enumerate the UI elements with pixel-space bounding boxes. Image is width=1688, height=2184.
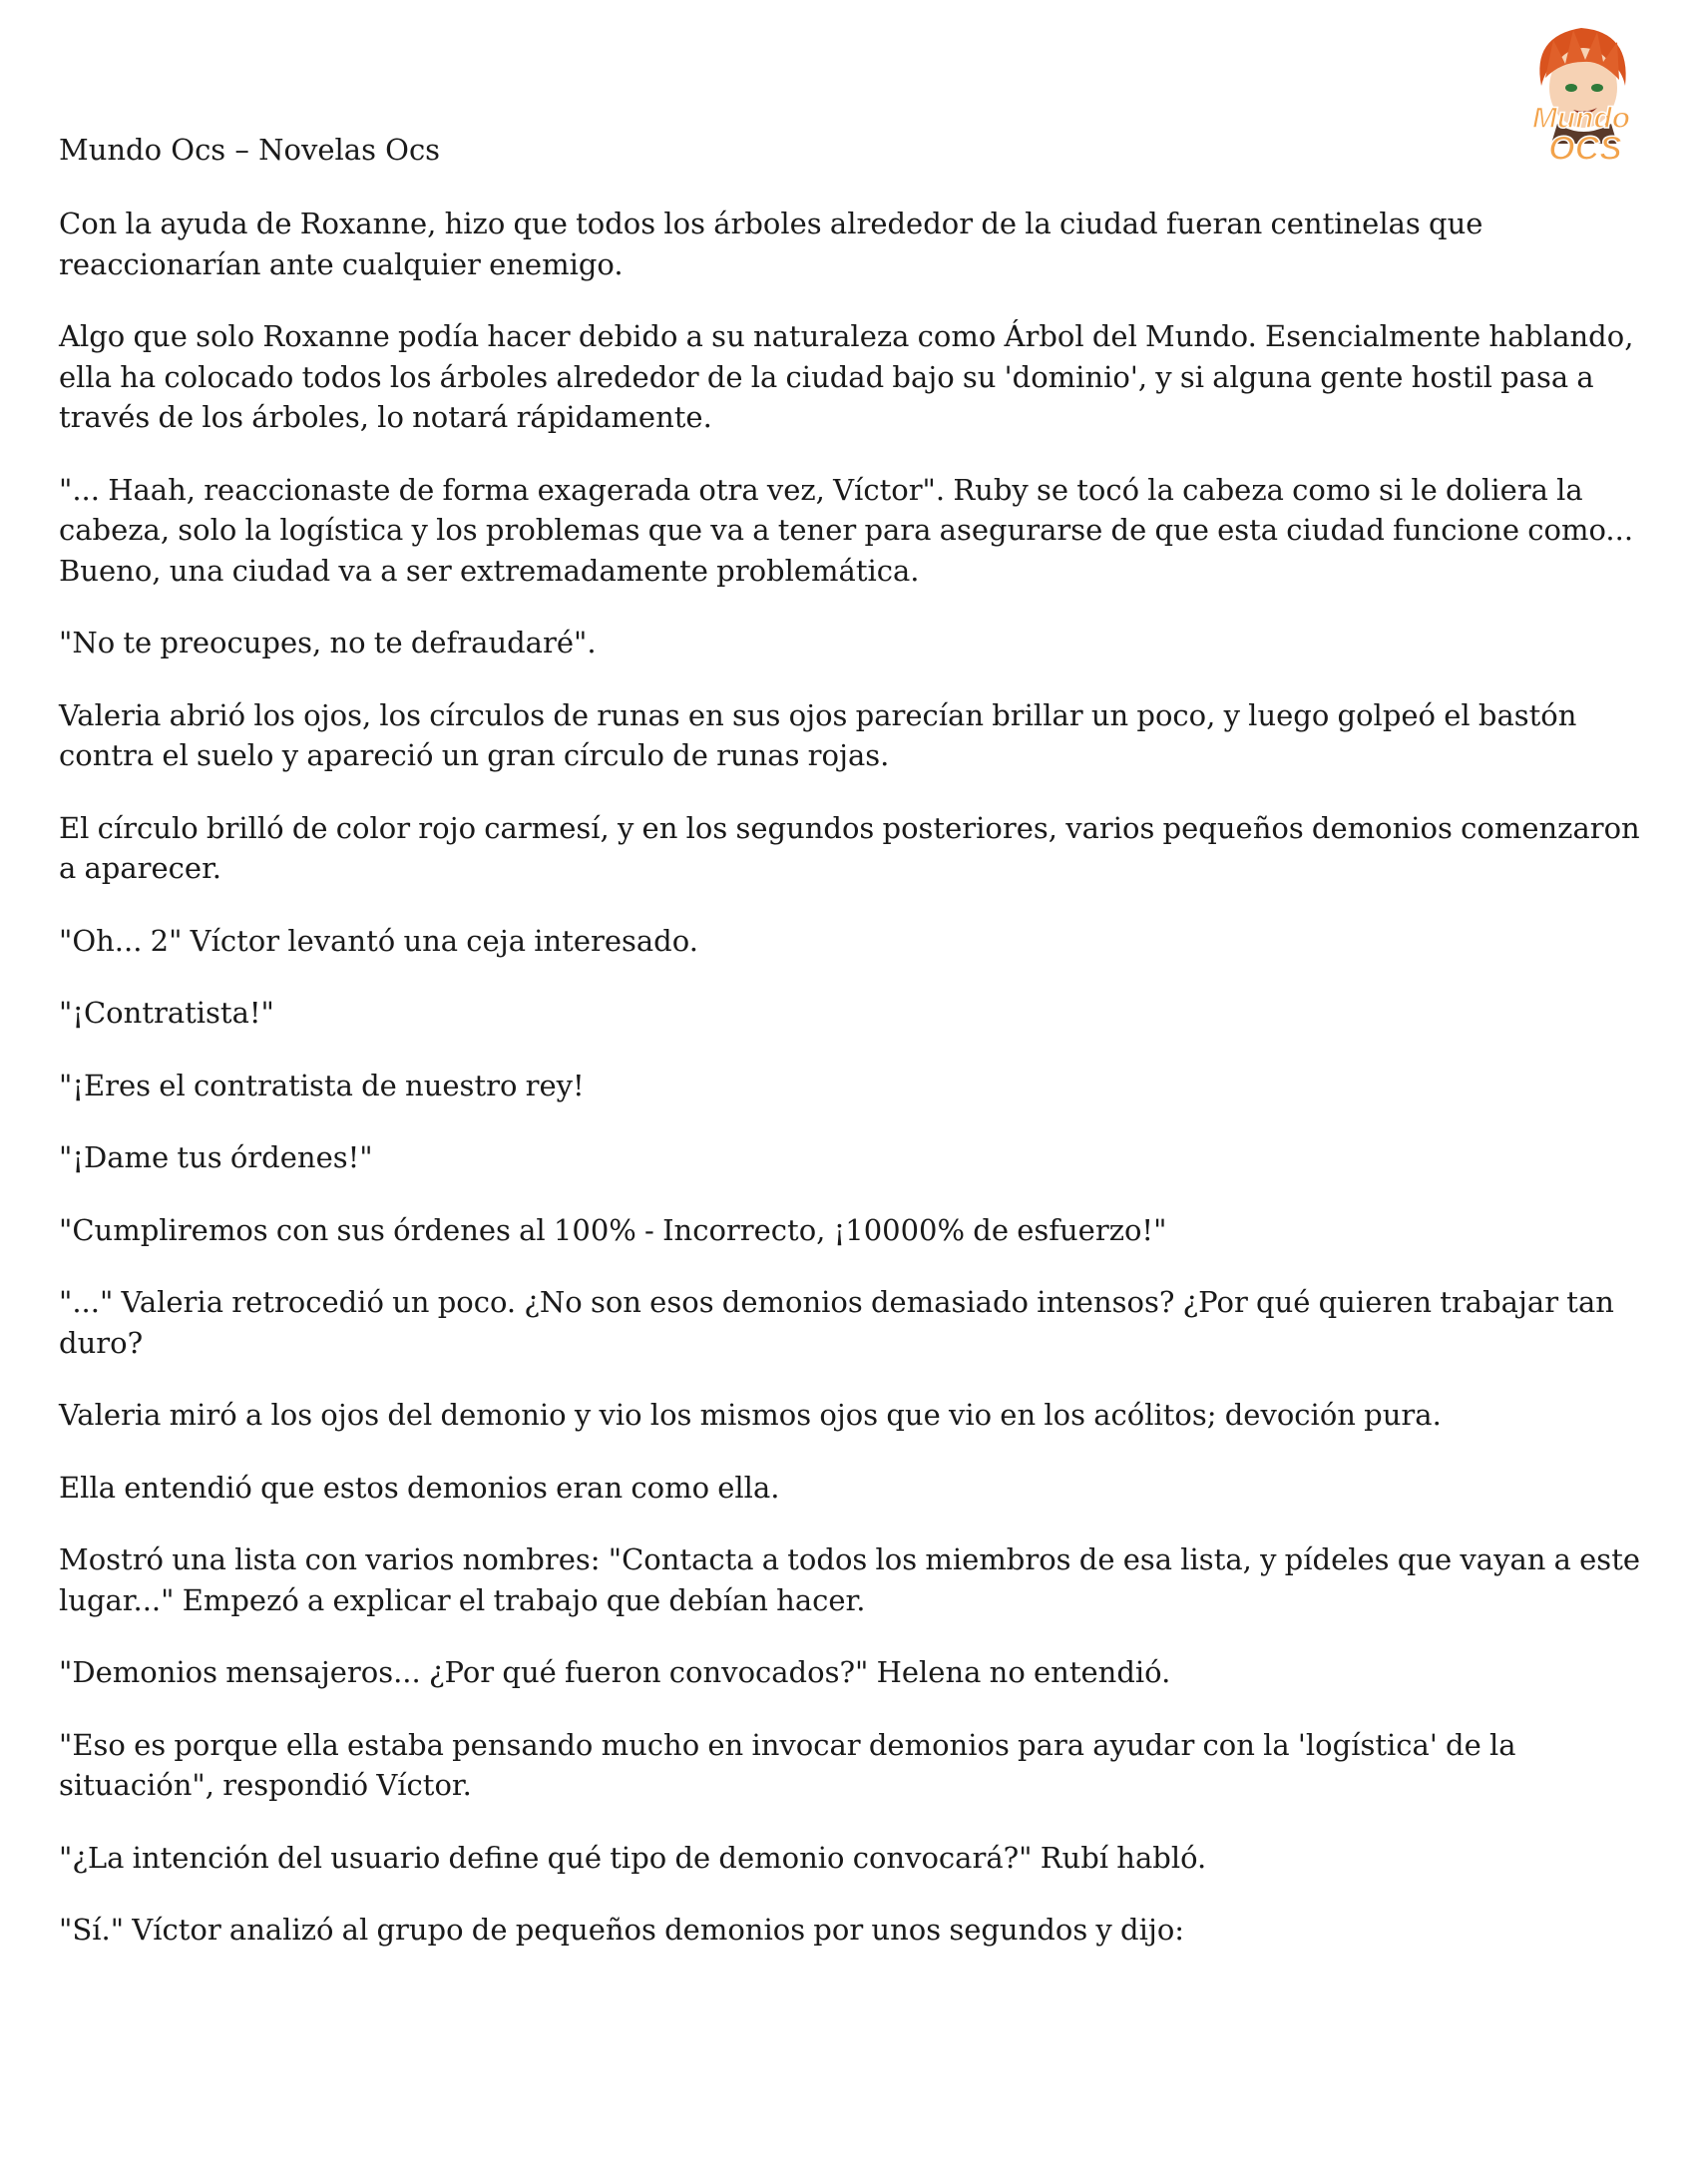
page-header: Mundo Ocs – Novelas Ocs (59, 133, 441, 167)
paragraph: "¡Eres el contratista de nuestro rey! (59, 1068, 585, 1102)
paragraph: Mostró una lista con varios nombres: "Contacta a todos los miembros de esa lista, y pídeles que vayan a este lugar..." Empezó a explicar el trabajo que debían hacer. (59, 1542, 1641, 1617)
paragraph: "... Haah, reaccionaste de forma exagerada otra vez, Víctor". Ruby se tocó la cabeza como si le doliera la cabeza, solo la logística y los problemas que va a tener para asegurarse de que esta ciudad funcione como... Bueno, una ciudad va a ser extremadamente problemática. (59, 472, 1634, 588)
paragraph: Ella entendió que estos demonios eran como ella. (59, 1470, 780, 1505)
mundo-ocs-logo (1501, 16, 1661, 176)
document-body (59, 204, 1645, 1982)
paragraph: "..." Valeria retrocedió un poco. ¿No son esos demonios demasiado intensos? ¿Por qué quieren trabajar tan duro? (59, 1285, 1614, 1360)
paragraph: Valeria abrió los ojos, los círculos de runas en sus ojos parecían brillar un poco, y luego golpeó el bastón contra el suelo y apareció un gran círculo de runas rojas. (59, 697, 1577, 772)
paragraph: "¡Contratista!" (59, 996, 274, 1030)
paragraph: "Demonios mensajeros... ¿Por qué fueron convocados?" Helena no entendió. (59, 1655, 1171, 1689)
paragraph: "¡Dame tus órdenes!" (59, 1140, 373, 1174)
paragraph: "Oh... 2" Víctor levantó una ceja interesado. (59, 923, 698, 958)
paragraph: Valeria miró a los ojos del demonio y vio los mismos ojos que vio en los acólitos; devoción pura. (59, 1398, 1442, 1432)
paragraph: "Cumpliremos con sus órdenes al 100% - Incorrecto, ¡10000% de esfuerzo!" (59, 1212, 1167, 1247)
paragraph: "Sí." Víctor analizó al grupo de pequeños demonios por unos segundos y dijo: (59, 1913, 1185, 1947)
paragraph: "¿La intención del usuario define qué tipo de demonio convocará?" Rubí habló. (59, 1840, 1207, 1875)
paragraph: Con la ayuda de Roxanne, hizo que todos los árboles alrededor de la ciudad fueran centinelas que reaccionarían ante cualquier enemigo. (59, 207, 1483, 281)
paragraph: "Eso es porque ella estaba pensando mucho en invocar demonios para ayudar con la 'logística' de la situación", respondió Víctor. (59, 1727, 1516, 1802)
logo-text-line1: Mundo (1531, 102, 1631, 135)
logo-text-line2: OCS (1548, 130, 1622, 168)
paragraph: Algo que solo Roxanne podía hacer debido a su naturaleza como Árbol del Mundo. Esencialmente hablando, ella ha colocado todos los árboles alrededor de la ciudad bajo su 'dominio', y si alguna gente hostil pasa a través de los árboles, lo notará rápidamente. (59, 319, 1634, 434)
paragraph: El círculo brilló de color rojo carmesí, y en los segundos posteriores, varios pequeños demonios comenzaron a aparecer. (59, 810, 1640, 885)
paragraph: "No te preocupes, no te defraudaré". (59, 626, 597, 659)
